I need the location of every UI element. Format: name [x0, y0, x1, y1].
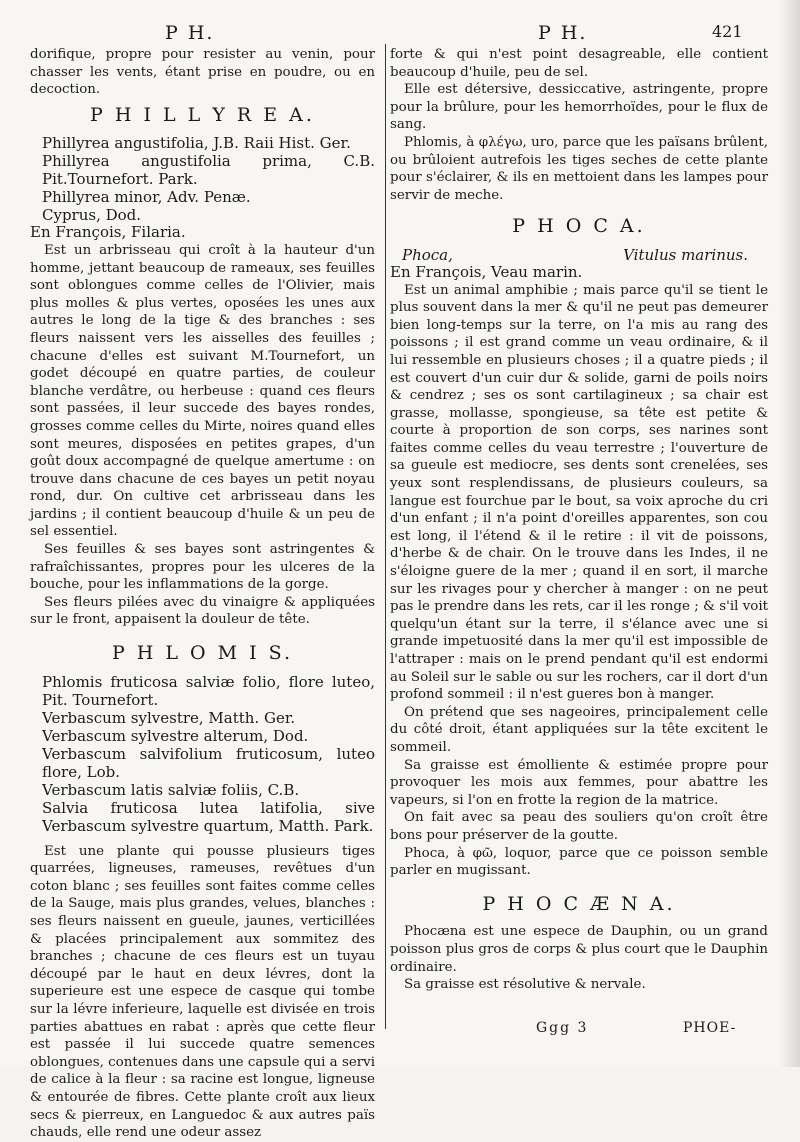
etymology: Phoca, à φῶ, loquor, parce que ce poisson semble parler en mugissant. — [390, 845, 768, 879]
catchword: PHOE- — [683, 1020, 737, 1036]
left-intro: dorifique, propre pour resister au venin, pour chasser les vents, étant prise en poudre, ou en decoction. — [30, 47, 375, 98]
heading-phocaena: P H O C Æ N A. — [482, 892, 676, 915]
paragraph: Sa graisse est résolutive & nervale. — [404, 977, 646, 993]
page-edge-shadow — [778, 0, 800, 1067]
etymology: Phlomis, à φλέγω, uro, parce que les païsans brûlent, ou brûloient autrefois les tiges seches de cette plante pour s'éclairer, & ils en mettoient dans les lampes pour servir de meche. — [390, 134, 768, 203]
synonym-line: Verbascum sylvestre, Matth. Ger. — [42, 708, 296, 727]
right-column — [390, 46, 768, 994]
paragraph: Ses fleurs pilées avec du vinaigre & appliquées sur le front, appaisent la douleur de tête. — [30, 594, 375, 628]
synonym-line: Verbascum latis salviæ foliis, C.B. — [42, 780, 300, 799]
column-rule — [385, 44, 386, 1029]
paragraph: Est un arbrisseau qui croît à la hauteur d'un homme, jettant beaucoup de rameaux, ses feuilles sont oblongues comme celles de l'Olivier, mais plus molles & plus vertes, oposées les unes aux autres le long de la tige & des branches : ses fleurs naissent vers les aisselles des feuilles ; chacune d'elles est suivant M.Tournefort, un godet découpé en quatre parties, de couleur blanche verdâtre, ou herbeuse : quand ces fleurs sont passées, il leur succede des bayes rondes, grosses comme celles du Mirte, noires quand elles sont meures, disposées en petites grapes, d'un goût doux accompagné de quelque amertume : on trouve dans chacune de ces bayes un petit noyau rond, dur. On cultive cet arbrisseau dans les jardins ; il contient beaucoup d'huile & un peu de sel essentiel. — [30, 242, 375, 540]
synonym-line — [390, 246, 768, 264]
paragraph: Elle est détersive, dessiccative, astringente, propre pour la brûlure, pour les hemorrhoïdes, pour le flux de sang. — [390, 82, 768, 133]
heading-phoca: P H O C A. — [512, 215, 646, 238]
paragraph: Phocæna est une espece de Dauphin, ou un grand poisson plus gros de corps & plus court que le Dauphin ordinaire. — [390, 924, 768, 975]
synonym-line: Phillyrea minor, Adv. Penæ. — [42, 188, 251, 207]
paragraph: On prétend que ses nageoires, principalement celle du côté droit, étant appliquées sur la tête excitent le sommeil. — [390, 704, 768, 755]
synonym-line: Verbascum salvifolium fruticosum, luteo flore, Lob. — [42, 744, 375, 781]
synonym-line: Verbascum sylvestre alterum, Dod. — [42, 726, 309, 745]
synonym-line: Phillyrea angustifolia, J.B. Raii Hist. Ger. — [42, 134, 351, 153]
running-head-left: P H. — [165, 22, 215, 44]
synonym-line: Salvia fruticosa lutea latifolia, sive Verbascum sylvestre quartum, Matth. Park. — [42, 798, 375, 835]
paragraph: Est une plante qui pousse plusieurs tiges quarrées, ligneuses, rameuses, revêtues d'un coton blanc ; ses feuilles sont faites comme celles de la Sauge, mais plus grandes, velues, blanches : ses fleurs naissent en gueule, jaunes, verticillées & placées principalement aux sommitez des branches ; chacune de ces fleurs est un tuyau découpé par le haut en deux lévres, dont la superieure est une espece de casque qui tombe sur la lévre inferieure, laquelle est divisée en trois parties abattues en rabat : après que cette fleur est passée il lui succede quatre semences oblongues, contenues dans une capsule qui a servi de calice à la fleur : sa racine est longue, ligneuse & entourée de fibres. Cette plante croît aux lieux secs & pierreux, en Languedoc & aux autres païs chauds, elle rend une odeur assez — [30, 843, 375, 1141]
synonym-line: Phillyrea angustifolia prima, C.B. Pit.Tournefort. Park. — [42, 152, 375, 189]
paragraph: Sa graisse est émolliente & estimée propre pour provoquer les mois aux femmes, pour abattre les vapeurs, si l'on en frotte la region de la matrice. — [390, 757, 768, 808]
heading-phillyrea: P H I L L Y R E A. — [90, 103, 315, 126]
paragraph: Ses feuilles & ses bayes sont astringentes & rafraîchissantes, propres pour les ulceres de la bouche, pour les inflammations de la gorge. — [30, 542, 375, 593]
synonym-vitulus: Vitulus marinus. — [623, 245, 748, 264]
paragraph: Est un animal amphibie ; mais parce qu'il se tient le plus souvent dans la mer & qu'il ne peut pas demeurer bien long-temps sur la terre, on l'a mis au rang des poissons ; il est grand comme un veau ordinaire, & il lui ressemble en plusieurs choses ; il a quatre pieds ; il est couvert d'un cuir dur & solide, garni de poils noirs & cendrez ; ses os sont cartilagineux ; sa chair est grasse, mollasse, spongieuse, sa tête est petite & courte à proportion de son corps, ses narines sont faites comme celles du veau terrestre ; l'ouverture de sa gueule est mediocre, ses dents sont crenelées, ses yeux sont resplendissans, de plusieurs couleurs, sa langue est fourchue par le bout, sa voix aproche du cri d'un enfant ; il n'a point d'oreilles apparentes, son cou est long, il l'étend & il le retire : il vit de poissons, d'herbe & de chair. On le trouve dans les Indes, il ne s'éloigne guere de la mer ; quand il en sort, il marche sur les rivages pour y chercher à manger : on ne peut pas le prendre dans les rets, car il les ronge ; & s'il voit quelqu'un étant sur la terre, il s'élance avec une si grande impetuosité dans la mer qu'il est impossible de l'attraper : mais on le prend pendant qu'il est endormi au Soleil sur le sable ou sur les rochers, car il dort d'un profond sommeil : il n'est gueres bon à manger. — [390, 282, 768, 703]
synonym-line: Cyprus, Dod. — [42, 206, 142, 225]
page-number: 421 — [712, 22, 743, 41]
french-name: En François, Veau marin. — [390, 262, 583, 281]
signature-mark: Ggg 3 — [536, 1020, 589, 1036]
heading-phlomis: P H L O M I S. — [111, 642, 294, 665]
french-name: En François, Filaria. — [30, 223, 186, 242]
synonym-phoca: Phoca, — [402, 245, 453, 264]
paragraph: On fait avec sa peau des souliers qu'on croît être bons pour préserver de la goutte. — [390, 810, 768, 843]
left-column — [30, 46, 375, 1142]
synonym-line: Phlomis fruticosa salviæ folio, flore luteo, Pit. Tournefort. — [42, 672, 375, 709]
right-intro: forte & qui n'est point desagreable, elle contient beaucoup d'huile, peu de sel. — [390, 47, 768, 80]
running-head-right: P H. — [538, 22, 588, 44]
